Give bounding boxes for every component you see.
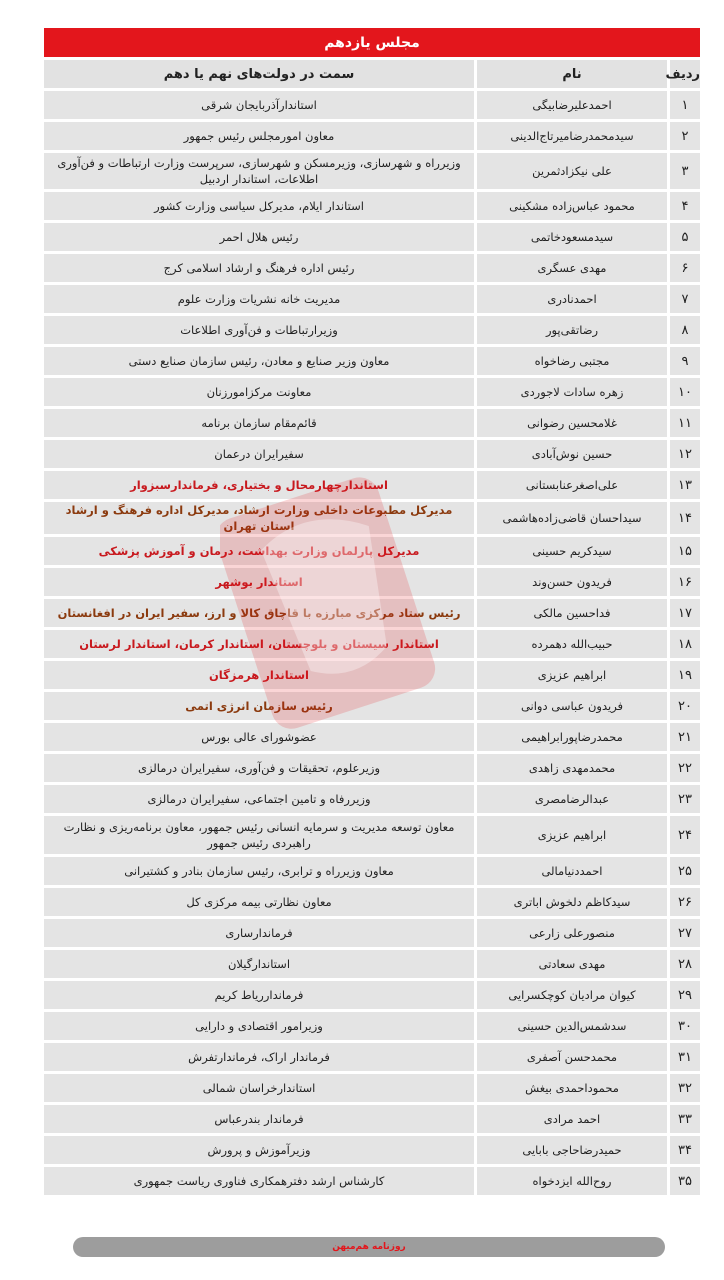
- table-row: [44, 91, 700, 119]
- row-number: ۲۱: [670, 723, 700, 751]
- row-name: روح‌الله ایزدخواه: [474, 1167, 670, 1195]
- row-name: غلامحسین رضوانی: [474, 409, 670, 437]
- row-position: قائم‌مقام سازمان برنامه: [44, 409, 474, 437]
- row-name: فریدون عباسی دوانی: [474, 692, 670, 720]
- row-name: علی نیکزادثمرین: [474, 153, 670, 189]
- row-name: محمدمهدی زاهدی: [474, 754, 670, 782]
- row-number: ۱۱: [670, 409, 700, 437]
- row-number: ۳۲: [670, 1074, 700, 1102]
- row-position: استاندار ایلام، مدیرکل سیاسی وزارت کشور: [44, 192, 474, 220]
- row-position: معاون وزیر صنایع و معادن، رئیس سازمان صنایع دستی: [44, 347, 474, 375]
- table-row: [44, 153, 700, 189]
- row-number: ۳۱: [670, 1043, 700, 1071]
- row-name: سیدمسعودخاتمی: [474, 223, 670, 251]
- row-number: ۳: [670, 153, 700, 189]
- footer-credit: روزنامه هم‌میهن: [73, 1237, 665, 1257]
- table-row: [44, 1105, 700, 1133]
- row-position: استاندارآذربایجان شرقی: [44, 91, 474, 119]
- row-position: معاون نظارتی بیمه مرکزی کل: [44, 888, 474, 916]
- row-position: مدیرکل پارلمان وزارت بهداشت، درمان و آموزش پزشکی: [44, 537, 474, 565]
- politicians-table: [44, 57, 700, 1198]
- row-position: فرماندارریاط کریم: [44, 981, 474, 1009]
- table-row: [44, 347, 700, 375]
- table-row: [44, 440, 700, 468]
- row-number: ۵: [670, 223, 700, 251]
- row-number: ۱۲: [670, 440, 700, 468]
- table-row: [44, 857, 700, 885]
- table-header-row: [44, 60, 700, 88]
- row-position: استاندار سیستان و بلوچستان، استاندار کرمان، استاندار لرستان: [44, 630, 474, 658]
- table-row: [44, 537, 700, 565]
- row-name: حسین نوش‌آبادی: [474, 440, 670, 468]
- row-number: ۱۶: [670, 568, 700, 596]
- row-position: معاون توسعه مدیریت و سرمایه انسانی رئیس جمهور، معاون برنامه‌ریزی و نظارت راهبردی رئیس جمهور: [44, 816, 474, 854]
- row-position: استاندار بوشهر: [44, 568, 474, 596]
- politicians-table-sheet: [44, 28, 700, 1198]
- row-position: استاندار هرمزگان: [44, 661, 474, 689]
- table-row: [44, 950, 700, 978]
- row-name: فریدون حسن‌وند: [474, 568, 670, 596]
- table-row: [44, 785, 700, 813]
- row-name: ابراهیم عزیزی: [474, 816, 670, 854]
- header-name: نام: [474, 60, 670, 88]
- row-name: مهدی عسگری: [474, 254, 670, 282]
- row-name: محموداحمدی بیغش: [474, 1074, 670, 1102]
- row-name: سیدمحمدرضامیرتاج‌الدینی: [474, 122, 670, 150]
- table-row: [44, 568, 700, 596]
- table-row: [44, 919, 700, 947]
- table-row: [44, 1043, 700, 1071]
- row-name: زهره سادات لاجوردی: [474, 378, 670, 406]
- row-number: ۲۰: [670, 692, 700, 720]
- row-name: سیدکاظم دلخوش اباتری: [474, 888, 670, 916]
- row-number: ۲۷: [670, 919, 700, 947]
- row-position: مدیریت خانه نشریات وزارت علوم: [44, 285, 474, 313]
- table-row: [44, 599, 700, 627]
- table-row: [44, 285, 700, 313]
- row-number: ۱: [670, 91, 700, 119]
- row-name: سدشمس‌الدین حسینی: [474, 1012, 670, 1040]
- row-number: ۲۳: [670, 785, 700, 813]
- row-name: محمدحسن آصفری: [474, 1043, 670, 1071]
- row-name: محمود عباس‌زاده مشکینی: [474, 192, 670, 220]
- row-number: ۱۹: [670, 661, 700, 689]
- table-row: [44, 1136, 700, 1164]
- row-position: فرماندارساری: [44, 919, 474, 947]
- row-position: سفیرایران درعمان: [44, 440, 474, 468]
- table-row: [44, 661, 700, 689]
- table-row: [44, 471, 700, 499]
- row-number: ۳۵: [670, 1167, 700, 1195]
- row-number: ۸: [670, 316, 700, 344]
- table-row: [44, 630, 700, 658]
- row-position: رئیس هلال احمر: [44, 223, 474, 251]
- row-number: ۲۶: [670, 888, 700, 916]
- row-name: مهدی سعادتی: [474, 950, 670, 978]
- row-number: ۲: [670, 122, 700, 150]
- row-number: ۱۴: [670, 502, 700, 534]
- table-row: [44, 888, 700, 916]
- row-position: استاندارچهارمحال و بختیاری، فرماندارسبزوار: [44, 471, 474, 499]
- row-number: ۱۳: [670, 471, 700, 499]
- row-number: ۲۵: [670, 857, 700, 885]
- row-name: احمد مرادی: [474, 1105, 670, 1133]
- table-row: [44, 981, 700, 1009]
- row-name: مجتبی رضاخواه: [474, 347, 670, 375]
- row-name: احمدنادری: [474, 285, 670, 313]
- table-row: [44, 816, 700, 854]
- row-position: معاون امورمجلس رئیس جمهور: [44, 122, 474, 150]
- table-row: [44, 754, 700, 782]
- row-number: ۱۷: [670, 599, 700, 627]
- table-row: [44, 223, 700, 251]
- row-name: ابراهیم عزیزی: [474, 661, 670, 689]
- row-position: معاون وزیرراه و ترابری، رئیس سازمان بنادر و کشتیرانی: [44, 857, 474, 885]
- table-row: [44, 254, 700, 282]
- row-number: ۳۳: [670, 1105, 700, 1133]
- row-position: وزیرامور اقتصادی و دارایی: [44, 1012, 474, 1040]
- row-position: وزیررفاه و تامین اجتماعی، سفیرایران درمالزی: [44, 785, 474, 813]
- row-position: فرماندار اراک، فرماندارتفرش: [44, 1043, 474, 1071]
- table-row: [44, 409, 700, 437]
- row-name: کیوان مرادیان کوچکسرایی: [474, 981, 670, 1009]
- row-position: مدیرکل مطبوعات داخلی وزارت ارشاد، مدیرکل اداره فرهنگ و ارشاد استان تهران: [44, 502, 474, 534]
- row-name: حبیب‌الله دهمرده: [474, 630, 670, 658]
- table-row: [44, 502, 700, 534]
- row-number: ۲۹: [670, 981, 700, 1009]
- row-number: ۲۲: [670, 754, 700, 782]
- row-number: ۲۸: [670, 950, 700, 978]
- row-position: فرماندار بندرعباس: [44, 1105, 474, 1133]
- row-number: ۹: [670, 347, 700, 375]
- table-row: [44, 378, 700, 406]
- row-name: سیداحسان قاضی‌زاده‌هاشمی: [474, 502, 670, 534]
- row-number: ۲۴: [670, 816, 700, 854]
- table-row: [44, 1074, 700, 1102]
- row-name: علی‌اصغرعنابستانی: [474, 471, 670, 499]
- row-name: فداحسین مالکی: [474, 599, 670, 627]
- row-number: ۱۰: [670, 378, 700, 406]
- row-name: حمیدرضاحاجی بابایی: [474, 1136, 670, 1164]
- table-row: [44, 1012, 700, 1040]
- row-number: ۴: [670, 192, 700, 220]
- row-name: محمدرضاپورابراهیمی: [474, 723, 670, 751]
- row-position: وزیرراه و شهرسازی، وزیرمسکن و شهرسازی، سرپرست وزارت ارتباطات و فن‌آوری اطلاعات، استاندار اردبیل: [44, 153, 474, 189]
- row-number: ۱۵: [670, 537, 700, 565]
- row-position: وزیرآموزش و پرورش: [44, 1136, 474, 1164]
- row-position: معاونت مرکزامورزنان: [44, 378, 474, 406]
- row-position: رئیس اداره فرهنگ و ارشاد اسلامی کرج: [44, 254, 474, 282]
- table-banner-title: مجلس یازدهم: [44, 28, 700, 57]
- row-name: احمدعلیرضابیگی: [474, 91, 670, 119]
- table-row: [44, 723, 700, 751]
- row-name: رضاتقی‌پور: [474, 316, 670, 344]
- row-position: کارشناس ارشد دفترهمکاری فناوری ریاست جمهوری: [44, 1167, 474, 1195]
- row-position: عضوشورای عالی بورس: [44, 723, 474, 751]
- row-name: عبدالرضامصری: [474, 785, 670, 813]
- row-number: ۳۴: [670, 1136, 700, 1164]
- table-body: [44, 91, 700, 1195]
- row-position: استاندارخراسان شمالی: [44, 1074, 474, 1102]
- row-name: سیدکریم حسینی: [474, 537, 670, 565]
- table-row: [44, 192, 700, 220]
- table-row: [44, 1167, 700, 1195]
- header-position: سمت در دولت‌های نهم یا دهم: [44, 60, 474, 88]
- row-number: ۶: [670, 254, 700, 282]
- row-position: وزیرارتباطات و فن‌آوری اطلاعات: [44, 316, 474, 344]
- row-number: ۳۰: [670, 1012, 700, 1040]
- row-position: استاندارگیلان: [44, 950, 474, 978]
- row-position: وزیرعلوم، تحقیقات و فن‌آوری، سفیرایران درمالزی: [44, 754, 474, 782]
- table-row: [44, 316, 700, 344]
- row-number: ۱۸: [670, 630, 700, 658]
- header-num: ردیف: [670, 60, 700, 88]
- row-name: منصورعلی زارعی: [474, 919, 670, 947]
- row-number: ۷: [670, 285, 700, 313]
- table-row: [44, 122, 700, 150]
- row-position: رئیس سازمان انرژی اتمی: [44, 692, 474, 720]
- table-row: [44, 692, 700, 720]
- row-name: احمددنیامالی: [474, 857, 670, 885]
- row-position: رئیس ستاد مرکزی مبارزه با قاچاق کالا و ارز، سفیر ایران در افغانستان: [44, 599, 474, 627]
